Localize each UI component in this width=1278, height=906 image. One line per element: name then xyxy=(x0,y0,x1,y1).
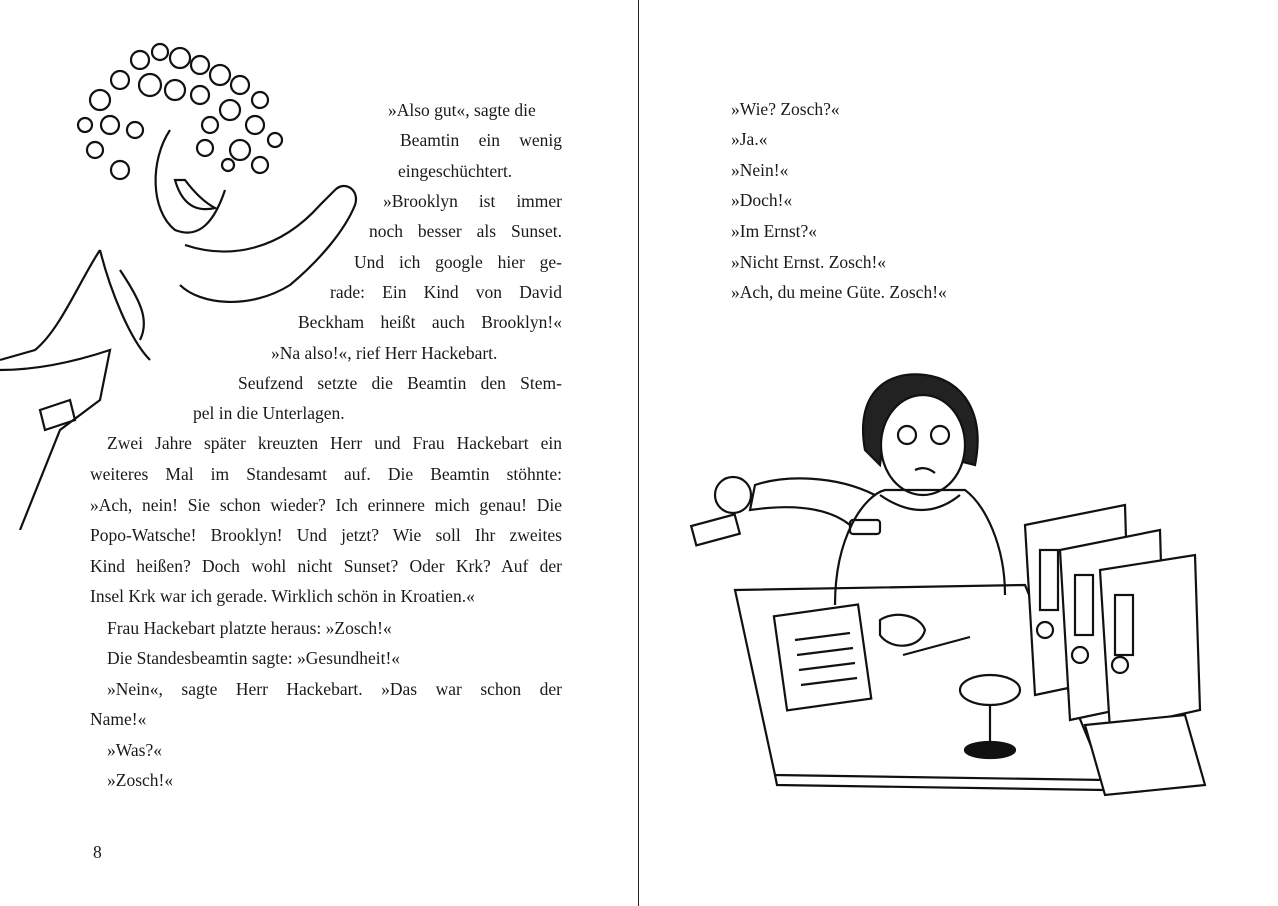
curly-hair xyxy=(78,44,282,179)
text-line: Seufzend setzte die Beamtin den Stem- xyxy=(238,373,562,393)
text-line: »Nicht Ernst. Zosch!« xyxy=(731,252,887,272)
text-line: Popo-Watsche! Brooklyn! Und jetzt? Wie soll Ihr zweites xyxy=(90,525,562,545)
document xyxy=(774,604,871,710)
stamp-carousel xyxy=(960,675,1020,758)
text-line: Die Standesbeamtin sagte: »Gesundheit!« xyxy=(107,648,401,668)
text-line: pel in die Unterlagen. xyxy=(193,403,345,423)
text-line: »Na also!«, rief Herr Hackebart. xyxy=(271,343,498,363)
text-line: Kind heißen? Doch wohl nicht Sunset? Oder Krk? Auf der xyxy=(90,556,562,576)
text-line: Zwei Jahre später kreuzten Herr und Frau Hackebart ein xyxy=(107,433,562,453)
face xyxy=(156,130,225,233)
text-line: »Im Ernst?« xyxy=(731,221,818,241)
text-line: Beckham heißt auch Brooklyn!« xyxy=(298,312,562,332)
paper-stack xyxy=(1085,715,1205,795)
text-line: »Ach, nein! Sie schon wieder? Ich erinnere mich genau! Die xyxy=(90,495,562,515)
illustration-clerk-at-desk xyxy=(685,365,1225,815)
text-line: »Wie? Zosch?« xyxy=(731,99,840,119)
text-line: Frau Hackebart platzte heraus: »Zosch!« xyxy=(107,618,392,638)
text-line: »Nein!« xyxy=(731,160,789,180)
text-line: »Was?« xyxy=(107,740,162,760)
text-line: Name!« xyxy=(90,709,147,729)
text-line: »Ja.« xyxy=(731,129,768,149)
text-line: noch besser als Sunset. xyxy=(369,221,562,241)
fist xyxy=(880,615,925,646)
text-line: »Zosch!« xyxy=(107,770,174,790)
text-line: Insel Krk war ich gerade. Wirklich schön in Kroatien.« xyxy=(90,586,475,606)
page-number: 8 xyxy=(93,842,102,862)
page-gutter xyxy=(638,0,639,906)
binders xyxy=(1025,505,1200,730)
text-line: »Nein«, sagte Herr Hackebart. »Das war schon der xyxy=(107,679,562,699)
text-line: »Doch!« xyxy=(731,190,793,210)
body xyxy=(0,250,150,530)
text-line: rade: Ein Kind von David xyxy=(330,282,562,302)
text-line: »Also gut«, sagte die xyxy=(388,100,536,120)
illustration-curly-haired-woman xyxy=(0,30,380,530)
face xyxy=(881,395,965,495)
text-line: weiteres Mal im Standesamt auf. Die Beamtin stöhnte: xyxy=(90,464,562,484)
text-line: »Ach, du meine Güte. Zosch!« xyxy=(731,282,947,302)
text-line: »Brooklyn ist immer xyxy=(383,191,562,211)
text-line: eingeschüchtert. xyxy=(398,161,513,181)
text-line: Und ich google hier ge- xyxy=(354,252,562,272)
text-line: Beamtin ein wenig xyxy=(400,130,562,150)
pen xyxy=(903,637,970,655)
